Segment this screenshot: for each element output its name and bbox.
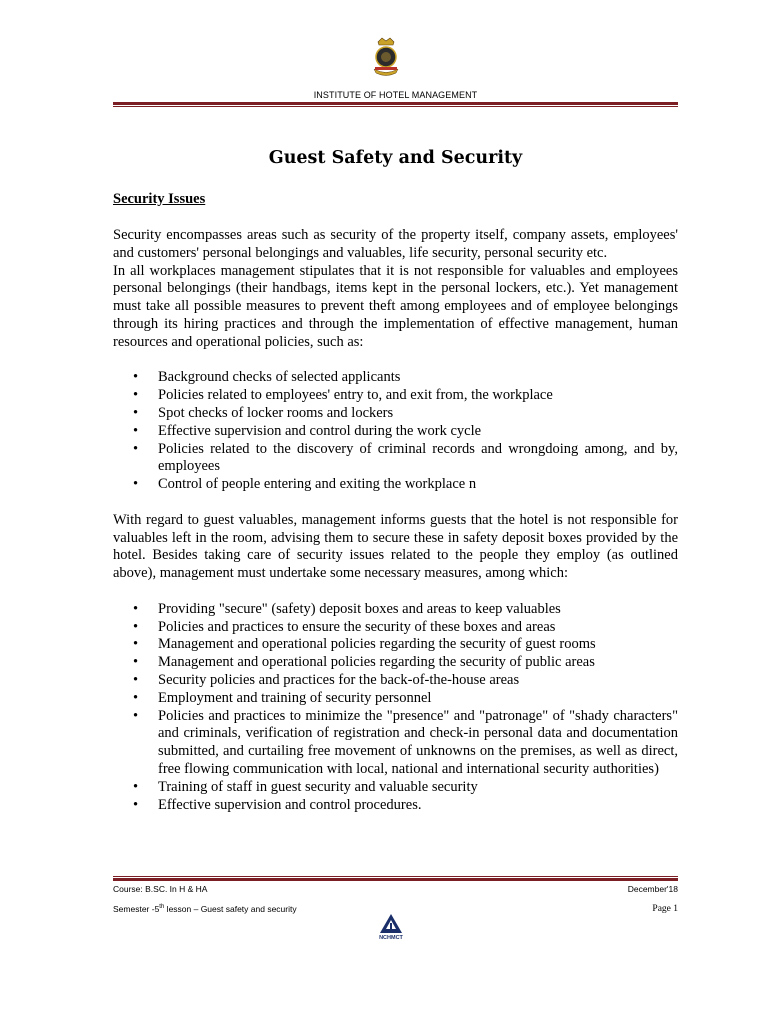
list-item: • Training of staff in guest security and valuable security [158, 779, 678, 797]
document-title: Guest Safety and Security [268, 148, 523, 168]
list-item: • Policies and practices to minimize the "presence" and "patronage" of "shady characters" and criminals, verification of registration and check-in personal data and documentation submitted, and curtailing free movement of unknowns on the premises, as well as direct, free flowing communication with local, national and international security authorities) [158, 708, 678, 779]
list-item: • Management and operational policies regarding the security of guest rooms [158, 636, 678, 654]
header-divider [113, 102, 678, 107]
list-item: • Employment and training of security personnel [158, 690, 678, 708]
paragraph-intro: Security encompasses areas such as security of the property itself, company assets, employees' and customers' personal belongings and valuables, life security, personal security etc. [113, 227, 678, 261]
footer-semester: Semester -5 [113, 904, 160, 914]
institute-name: INSTITUTE OF HOTEL MANAGEMENT [313, 90, 478, 100]
page-number: Page 1 [652, 904, 678, 914]
section-heading: Security Issues [113, 191, 206, 207]
footer-course-row [113, 884, 678, 894]
footer-divider [113, 876, 678, 881]
footer-lesson-title: lesson – Guest safety and security [164, 904, 297, 914]
footer-date: December'18 [627, 884, 678, 894]
paragraph-guest-valuables: With regard to guest valuables, management informs guests that the hotel is not responsible for valuables left in the room, advising them to secure these in safety deposit boxes provided by the hotel. Besides taking care of security issues related to the people they employ (as outlined above), management must undertake some necessary measures, among which: [113, 511, 678, 582]
list-item: • Policies and practices to ensure the security of these boxes and areas [158, 619, 678, 637]
list-item: • Policies related to the discovery of criminal records and wrongdoing among, and by, employees [158, 441, 678, 477]
guest-measures-list [113, 601, 678, 815]
document-body [113, 227, 678, 832]
employee-measures-list [113, 369, 678, 494]
list-item: • Spot checks of locker rooms and lockers [158, 405, 678, 423]
footer-lesson [113, 904, 297, 914]
list-item: • Effective supervision and control during the work cycle [158, 423, 678, 441]
list-item: • Security policies and practices for the back-of-the-house areas [158, 672, 678, 690]
list-item: • Policies related to employees' entry to, and exit from, the workplace [158, 387, 678, 405]
crest-emblem-icon [366, 36, 406, 80]
list-item: • Management and operational policies regarding the security of public areas [158, 654, 678, 672]
footer-course: Course: B.SC. In H & HA [113, 884, 208, 894]
footer-semester-sup: th [159, 904, 165, 911]
list-item: • Background checks of selected applicants [158, 369, 678, 387]
list-item: • Providing "secure" (safety) deposit boxes and areas to keep valuables [158, 601, 678, 619]
nchmct-logo-icon [375, 913, 407, 943]
list-item: • Effective supervision and control procedures. [158, 797, 678, 815]
list-item: • Control of people entering and exiting the workplace n [158, 476, 678, 494]
nchmct-logo-text: NCHMCT [379, 935, 403, 941]
paragraph-workplace: In all workplaces management stipulates that it is not responsible for valuables and employees personal belongings (their handbags, items kept in the personal lockers, etc.). Yet management must take all possible measures to prevent theft among employees and of employee belongings through its hiring practices and through the implementation of effective management, human resources and operational policies, such as: [113, 262, 678, 350]
